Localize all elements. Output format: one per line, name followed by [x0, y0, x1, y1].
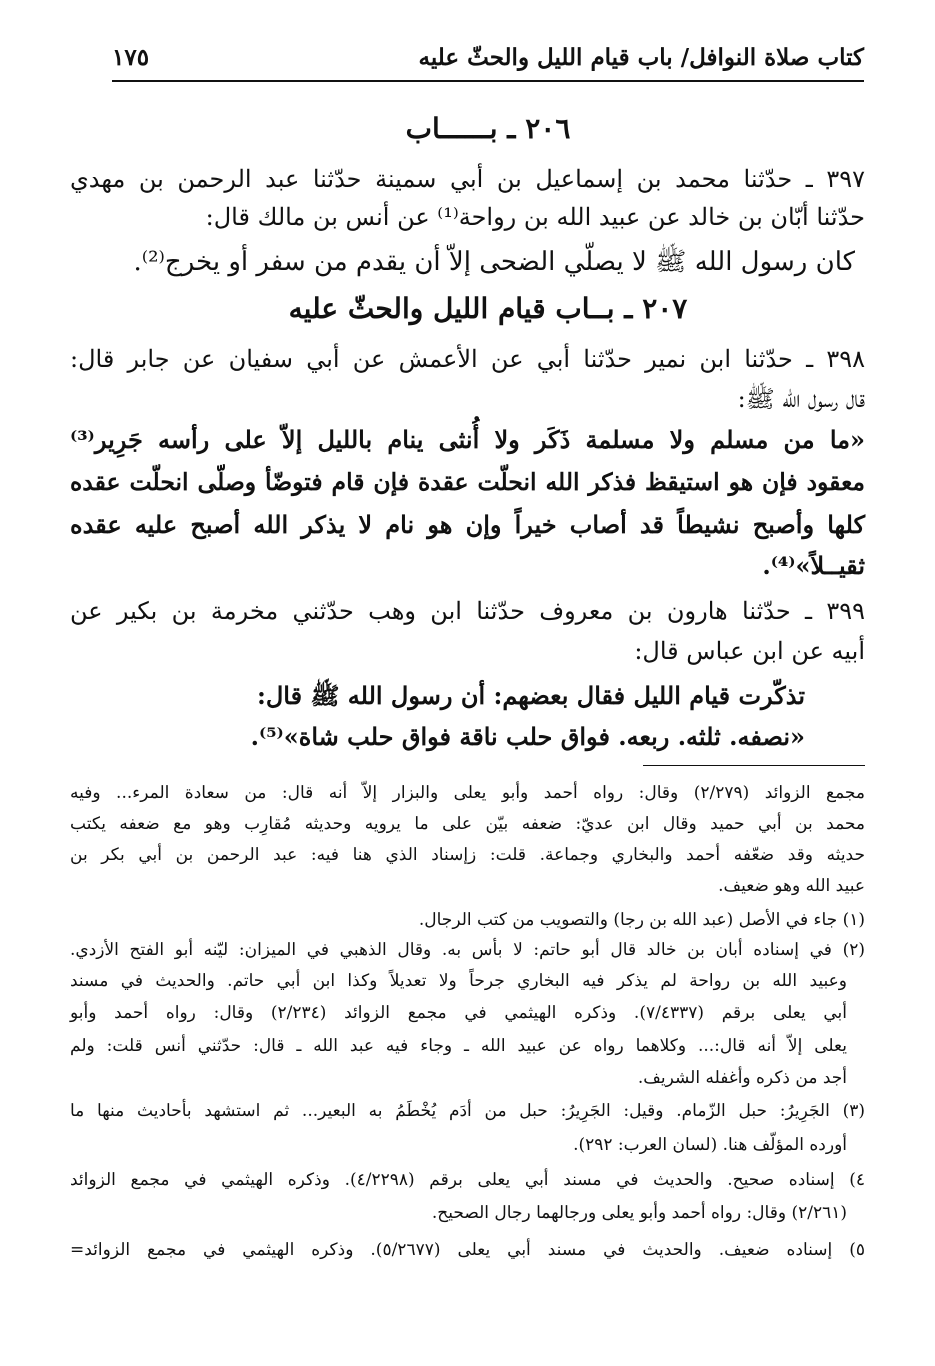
footnote-line-8: أبي يعلى برقم (٧/٤٣٣٧). وذكره الهيثمي في مجمع الزوائد (٢/٢٣٤) وقال: رواه أحمد وأبو	[70, 1003, 848, 1023]
footnote-line-2: محمد بن أبي حميد وقال ابن عديّ: ضعفه بيّن على ما يرويه وحديثه مُقارِب وهو مع ضعفه يكتب	[70, 814, 865, 834]
hadith-397-line-2: حدّثنا أبّان بن خالد عن عبيد الله بن رواحة⁽¹⁾ عن أنس بن مالك قال:	[205, 203, 865, 231]
footnote-line-1: مجمع الزوائد (٢/٢٧٩) وقال: رواه أحمد وأبو يعلى والبزار إلاّ أنه قال: من سعادة المرء... وفيه	[70, 783, 865, 803]
hadith-399-line-3: تذكّرت قيام الليل فقال بعضهم: أن رسول الله ﷺ قال:	[257, 681, 805, 710]
footnote-separator	[643, 765, 865, 766]
hadith-398-line-3: «ما من مسلم ولا مسلمة ذَكَر ولا أُنثى ينام بالليل إلاّ على رأسه جَرِير⁽³⁾	[70, 425, 865, 454]
footnote-line-14: (٢/٢٦١) وقال: رواه أحمد وأبو يعلى ورجالهما رجال الصحيح.	[431, 1203, 847, 1223]
hadith-399-line-1: ٣٩٩ ـ حدّثنا هارون بن معروف حدّثنا ابن وهب حدّثني مخرمة بن بكير عن	[70, 597, 866, 625]
chapter-206-heading: ٢٠٦ ـ بــــــاب	[405, 112, 571, 145]
footnote-line-10: أجد من ذكره وأغفله الشريف.	[637, 1068, 847, 1088]
footnote-line-12: أورده المؤلّف هنا. (لسان العرب: ٢٩٢).	[573, 1135, 847, 1155]
page-number: ١٧٥	[112, 44, 150, 71]
footnote-line-4: عبيد الله وهو ضعيف.	[718, 876, 865, 896]
chapter-207-heading: ٢٠٧ ـ بــاب قيام الليل والحثّ عليه	[288, 292, 688, 325]
footnote-line-13: ٤) إسناده صحيح. والحديث في مسند أبي يعلى برقم (٤/٢٢٩٨). وذكره الهيثمي في مجمع الزوائد	[70, 1170, 865, 1190]
footnote-line-11: (٣) الجَرِيرُ: حبل الزّمام. وقيل: الجَرِيرُ: حبل من أدَم يُخْطَمُ به البعير... ثم استشهد بأحاديث منها ما	[70, 1101, 865, 1121]
hadith-398-line-1: ٣٩٨ ـ حدّثنا ابن نمير حدّثنا أبي عن الأعمش عن أبي سفيان عن جابر قال:	[70, 345, 865, 373]
hadith-398-line-5: كلها وأصبح نشيطاً قد أصاب خيراً وإن هو نام لا يذكر الله أصبح عليه عقده	[70, 510, 865, 539]
hadith-398-line-2: قال رسول الله ﷺ:	[737, 385, 865, 413]
footnote-line-7: وعبيد الله بن رواحة لم يذكر فيه البخاري جرحاً ولا تعديلاً وكذا ابن أبي حاتم. والحديث في مسند	[70, 971, 847, 991]
hadith-399-line-4: «نصفه. ثلثه. ربعه. فواق حلب ناقة فواق حلب شاة»⁽⁵⁾.	[250, 722, 805, 751]
footnote-line-9: يعلى إلاّ أنه قال:... وكلاهما رواه عن عبيد الله ـ وجاء فيه عبد الله ـ قال: حدّثني أنس قلت: ولم	[70, 1036, 847, 1056]
header-title: كتاب صلاة النوافل/ باب قيام الليل والحثّ عليه	[418, 44, 864, 71]
header-rule	[112, 80, 864, 82]
hadith-398-line-4: معقود فإن هو استيقظ فذكر الله انحلّت عقدة فإن قام فتوضّأ وصلّى انحلّت عقده	[70, 468, 865, 496]
footnote-line-6: (٢) في إسناده أبان بن خالد قال أبو حاتم: لا بأس به. وقال الذهبي في الميزان: ليّنه أبو الفتح الأزدي.	[70, 940, 865, 960]
footnote-line-5: (١) جاء في الأصل (عبد الله بن رجا) والتصويب من كتب الرجال.	[418, 910, 865, 930]
running-header	[112, 44, 864, 84]
hadith-397-line-3: كان رسول الله ﷺ لا يصلّي الضحى إلاّ أن يقدم من سفر أو يخرج⁽²⁾.	[133, 247, 855, 277]
footnote-line-3: حديثه وقد ضعّفه أحمد والبخاري وجماعة. قلت: زإسناد الذي هنا فيه: عبد الرحمن بن أبي بكر بن	[70, 845, 865, 865]
hadith-399-line-2: أبيه عن ابن عباس قال:	[634, 637, 865, 665]
hadith-398-line-6: ثقيــلاً»⁽⁴⁾.	[762, 551, 865, 580]
footnote-line-15: ٥) إسناده ضعيف. والحديث في مسند أبي يعلى (٥/٢٦٧٧). وذكره الهيثمي في مجمع الزوائد=	[70, 1240, 865, 1260]
hadith-397-line-1: ٣٩٧ ـ حدّثنا محمد بن إسماعيل بن أبي سمينة حدّثنا عبد الرحمن بن مهدي	[70, 165, 865, 193]
